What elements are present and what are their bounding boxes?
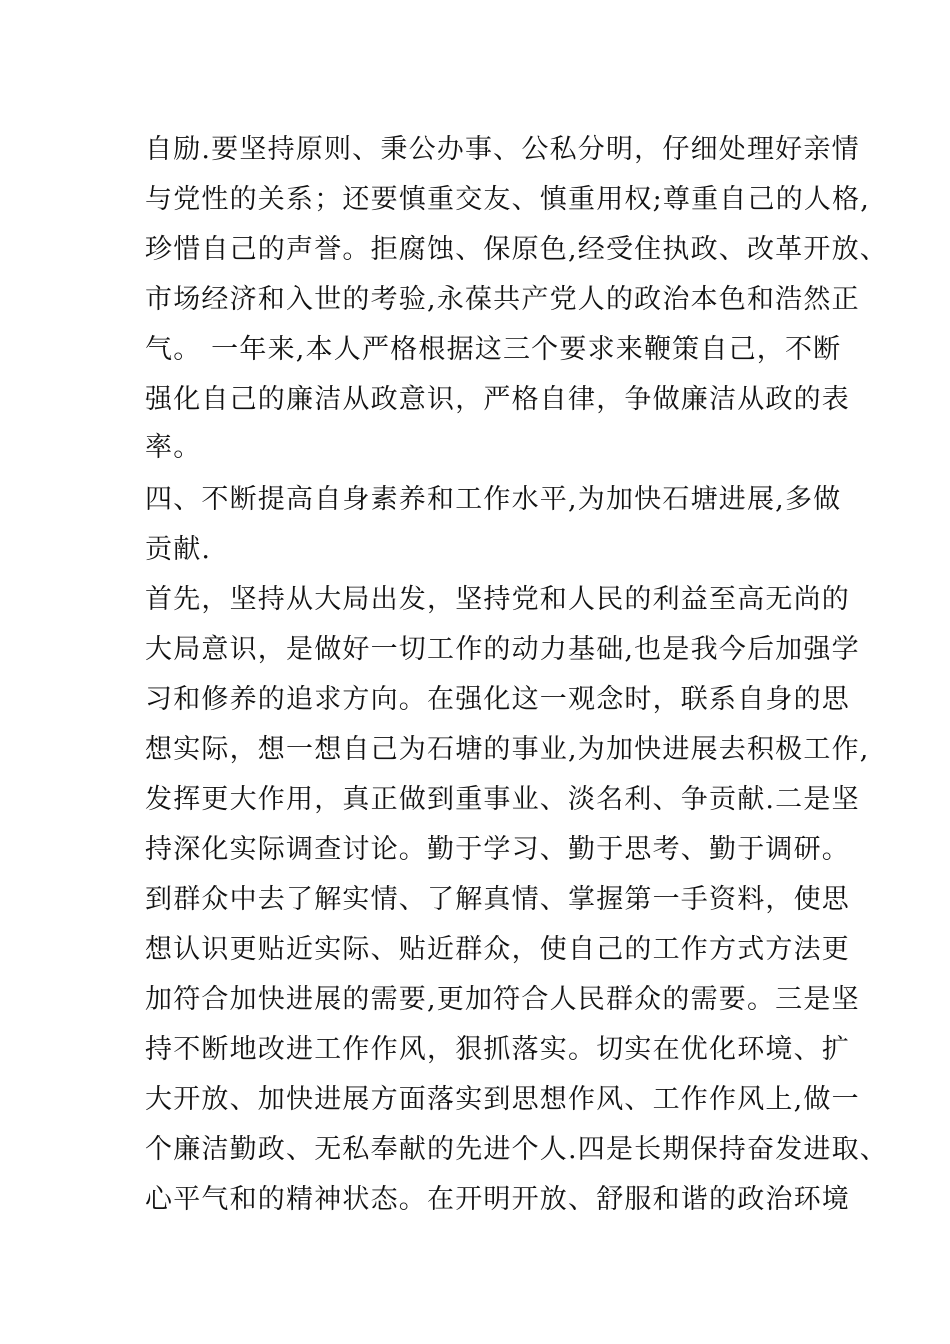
text-line: 大开放、加快进展方面落实到思想作风、工作作风上,做一 <box>145 1084 860 1115</box>
section-heading: 四、不断提高自身素养和工作水平,为加快石塘进展,多做 <box>145 484 842 515</box>
text-line: 发挥更大作用，真正做到重事业、淡名利、争贡献.二是坚 <box>145 784 860 815</box>
text-line: 加符合加快进展的需要,更加符合人民群众的需要。三是坚 <box>145 984 860 1015</box>
text-line: 持不断地改进工作作风，狠抓落实。切实在优化环境、扩 <box>145 1034 850 1065</box>
text-line: 大局意识，是做好一切工作的动力基础,也是我今后加强学 <box>145 634 860 665</box>
section-heading-continued: 贡献. <box>145 534 212 565</box>
text-line: 个廉洁勤政、无私奉献的先进个人.四是长期保持奋发进取、 <box>145 1134 888 1165</box>
text-line: 心平气和的精神状态。在开明开放、舒服和谐的政治环境 <box>145 1184 850 1215</box>
text-line: 自励.要坚持原则、秉公办事、公私分明，仔细处理好亲情 <box>145 134 860 165</box>
text-line: 持深化实际调查讨论。勤于学习、勤于思考、勤于调研。 <box>145 834 850 865</box>
text-line: 想认识更贴近实际、贴近群众，使自己的工作方式方法更 <box>145 934 850 965</box>
text-line: 首先，坚持从大局出发，坚持党和人民的利益至高无尚的 <box>145 584 850 615</box>
text-line: 气。 一年来,本人严格根据这三个要求来鞭策自己，不断 <box>145 334 842 365</box>
text-line: 市场经济和入世的考验,永葆共产党人的政治本色和浩然正 <box>145 284 860 315</box>
text-line: 到群众中去了解实情、了解真情、掌握第一手资料，使思 <box>145 884 850 915</box>
text-line: 想实际，想一想自己为石塘的事业,为加快进展去积极工作, <box>145 734 870 765</box>
text-line: 习和修养的追求方向。在强化这一观念时，联系自身的思 <box>145 684 850 715</box>
text-line: 率。 <box>145 432 202 463</box>
text-line: 强化自己的廉洁从政意识，严格自律，争做廉洁从政的表 <box>145 384 850 415</box>
text-line: 与党性的关系；还要慎重交友、慎重用权;尊重自己的人格, <box>145 184 871 215</box>
text-line: 珍惜自己的声誉。拒腐蚀、保原色,经受住执政、改革开放、 <box>145 234 888 265</box>
